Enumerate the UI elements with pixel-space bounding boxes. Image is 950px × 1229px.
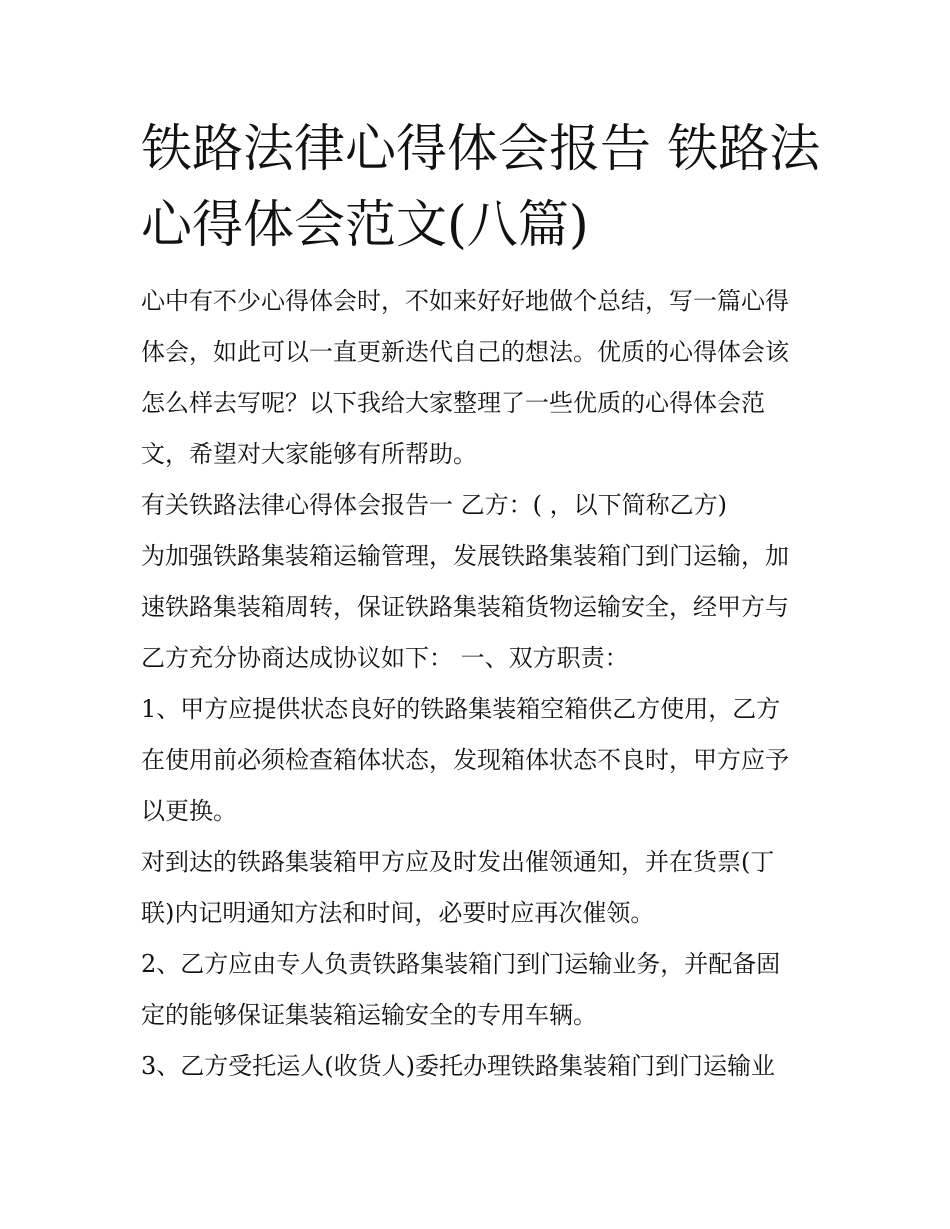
body-line: 对到达的铁路集装箱甲方应及时发出催领通知，并在货票(丁 bbox=[141, 848, 775, 876]
body-line: 文，希望对大家能够有所帮助。 bbox=[141, 440, 477, 468]
body-line: 怎么样去写呢？以下我给大家整理了一些优质的心得体会范 bbox=[141, 389, 765, 417]
title-line-2: 心得体会范文(八篇) bbox=[141, 196, 589, 255]
body-line: 心中有不少心得体会时，不如来好好地做个总结，写一篇心得 bbox=[141, 287, 789, 315]
body-line: 定的能够保证集装箱运输安全的专用车辆。 bbox=[141, 1001, 597, 1029]
body-line: 为加强铁路集装箱运输管理，发展铁路集装箱门到门运输，加 bbox=[141, 542, 789, 570]
body-line: 有关铁路法律心得体会报告一 乙方：( ，以下简称乙方) bbox=[141, 491, 727, 519]
body-line: 乙方充分协商达成协议如下： 一、双方职责： bbox=[141, 644, 629, 672]
body-line: 在使用前必须检查箱体状态，发现箱体状态不良时，甲方应予 bbox=[141, 746, 789, 774]
body-line: 3、乙方受托运人(收货人)委托办理铁路集装箱门到门运输业 bbox=[141, 1052, 775, 1080]
title-line-1: 铁路法律心得体会报告 铁路法 bbox=[141, 120, 821, 179]
document-title bbox=[141, 112, 831, 264]
body-line: 1、甲方应提供状态良好的铁路集装箱空箱供乙方使用，乙方 bbox=[141, 695, 781, 723]
document-body bbox=[141, 276, 821, 1092]
body-line: 2、乙方应由专人负责铁路集装箱门到门运输业务，并配备固 bbox=[141, 950, 781, 978]
body-line: 联)内记明通知方法和时间，必要时应再次催领。 bbox=[141, 899, 655, 927]
body-line: 以更换。 bbox=[141, 797, 237, 825]
body-line: 体会，如此可以一直更新迭代自己的想法。优质的心得体会该 bbox=[141, 338, 789, 366]
body-line: 速铁路集装箱周转，保证铁路集装箱货物运输安全，经甲方与 bbox=[141, 593, 789, 621]
